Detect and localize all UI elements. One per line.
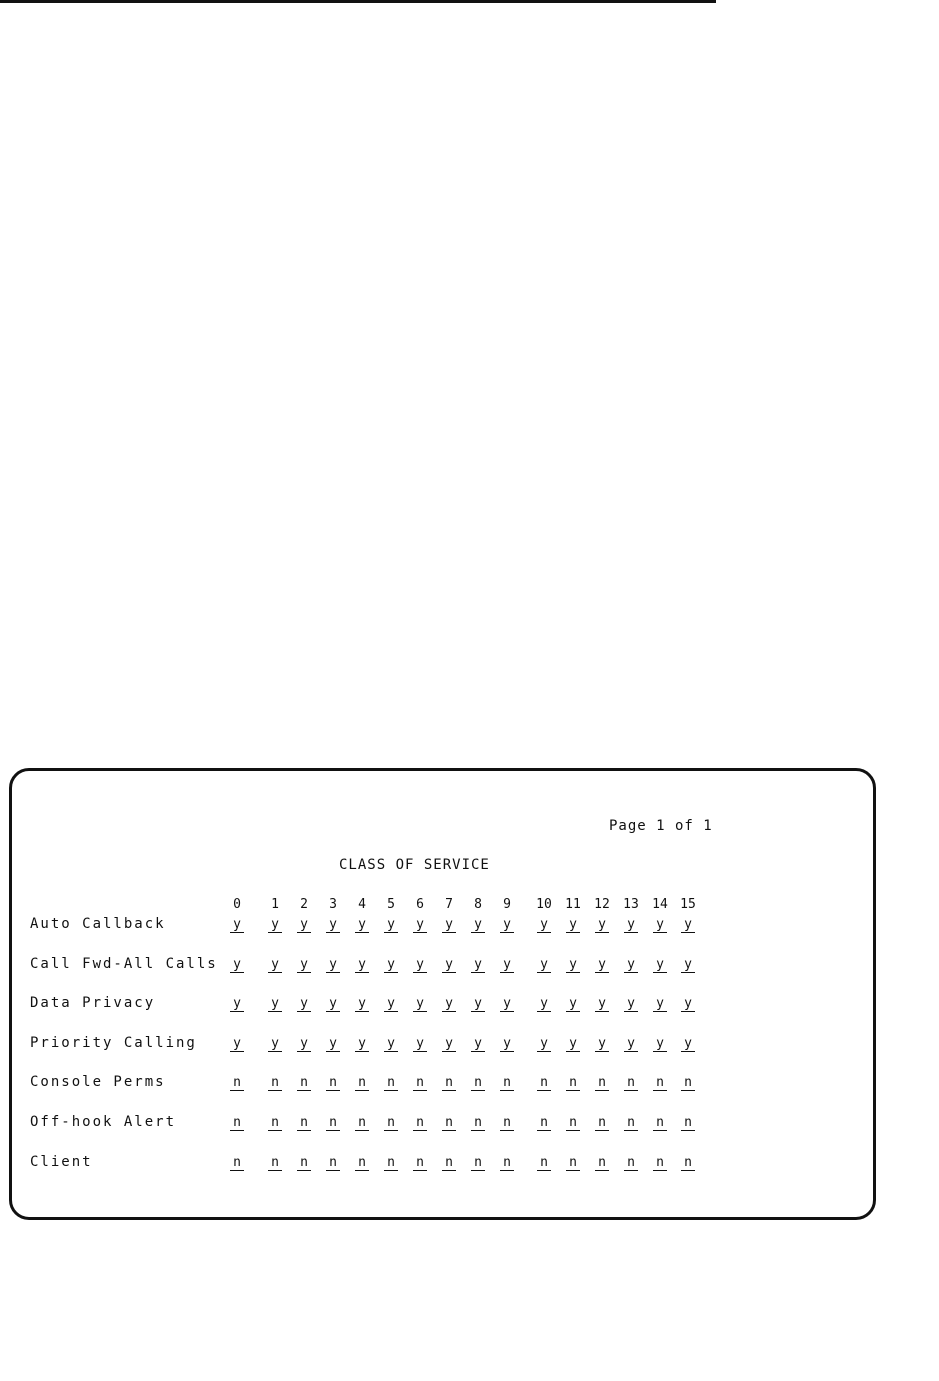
cos-field[interactable]: n [653, 1115, 667, 1131]
cos-field[interactable]: y [442, 917, 456, 933]
cos-field[interactable]: y [355, 1036, 369, 1052]
cos-field[interactable]: y [384, 957, 398, 973]
column-header-13: 13 [623, 897, 639, 912]
column-header-0: 0 [233, 897, 241, 912]
cos-field[interactable]: n [442, 1075, 456, 1091]
cos-field[interactable]: y [500, 1036, 514, 1052]
column-header-4: 4 [358, 897, 366, 912]
cos-field[interactable]: y [500, 917, 514, 933]
cos-field[interactable]: y [326, 1036, 340, 1052]
cos-field[interactable]: n [355, 1155, 369, 1171]
cos-field[interactable]: n [355, 1075, 369, 1091]
cos-field[interactable]: n [595, 1115, 609, 1131]
cos-field[interactable]: y [595, 917, 609, 933]
cos-field[interactable]: y [681, 996, 695, 1012]
cos-field[interactable]: n [268, 1115, 282, 1131]
cos-field[interactable]: n [566, 1115, 580, 1131]
cos-field[interactable]: y [537, 917, 551, 933]
cos-field[interactable]: y [595, 1036, 609, 1052]
cos-field[interactable]: n [653, 1075, 667, 1091]
cos-field[interactable]: y [624, 957, 638, 973]
cos-field[interactable]: y [500, 996, 514, 1012]
cos-field[interactable]: y [442, 996, 456, 1012]
cos-field[interactable]: n [681, 1115, 695, 1131]
cos-field[interactable]: y [566, 996, 580, 1012]
row-label: Console Perms [30, 1074, 166, 1090]
cos-field[interactable]: n [326, 1115, 340, 1131]
cos-field[interactable]: y [297, 917, 311, 933]
cos-field[interactable]: y [413, 917, 427, 933]
cos-field[interactable]: n [413, 1155, 427, 1171]
column-header-5: 5 [387, 897, 395, 912]
cos-field[interactable]: y [681, 957, 695, 973]
cos-field[interactable]: n [384, 1115, 398, 1131]
cos-field[interactable]: y [566, 1036, 580, 1052]
cos-field[interactable]: n [595, 1075, 609, 1091]
cos-field[interactable]: y [624, 917, 638, 933]
cos-field[interactable]: y [653, 1036, 667, 1052]
cos-field[interactable]: n [384, 1075, 398, 1091]
cos-field[interactable]: n [230, 1155, 244, 1171]
cos-field[interactable]: y [413, 957, 427, 973]
cos-field[interactable]: n [681, 1155, 695, 1171]
cos-field[interactable]: n [537, 1115, 551, 1131]
cos-field[interactable]: n [297, 1075, 311, 1091]
page-indicator: Page 1 of 1 [609, 818, 713, 834]
cos-field[interactable]: y [326, 957, 340, 973]
cos-field[interactable]: y [384, 917, 398, 933]
cos-field[interactable]: y [230, 996, 244, 1012]
cos-field[interactable]: n [500, 1115, 514, 1131]
cos-field[interactable]: y [230, 1036, 244, 1052]
cos-field[interactable]: y [268, 917, 282, 933]
cos-field[interactable]: y [268, 1036, 282, 1052]
row-label: Auto Callback [30, 916, 166, 932]
form-title: CLASS OF SERVICE [339, 857, 490, 873]
cos-field[interactable]: y [595, 996, 609, 1012]
cos-field[interactable]: n [653, 1155, 667, 1171]
cos-field[interactable]: n [566, 1155, 580, 1171]
cos-field[interactable]: y [471, 1036, 485, 1052]
cos-field[interactable]: y [471, 957, 485, 973]
cos-field[interactable]: y [326, 917, 340, 933]
cos-field[interactable]: y [413, 996, 427, 1012]
cos-field[interactable]: n [442, 1155, 456, 1171]
cos-field[interactable]: n [442, 1115, 456, 1131]
row-label: Off-hook Alert [30, 1114, 177, 1130]
row-label: Priority Calling [30, 1035, 197, 1051]
column-header-8: 8 [474, 897, 482, 912]
cos-field[interactable]: n [326, 1075, 340, 1091]
cos-field[interactable]: y [471, 917, 485, 933]
cos-field[interactable]: y [653, 957, 667, 973]
cos-field[interactable]: n [230, 1075, 244, 1091]
cos-field[interactable]: y [681, 917, 695, 933]
cos-field[interactable]: y [384, 1036, 398, 1052]
cos-field[interactable]: y [442, 1036, 456, 1052]
cos-field[interactable]: y [566, 957, 580, 973]
cos-field[interactable]: n [268, 1075, 282, 1091]
cos-field[interactable]: n [537, 1075, 551, 1091]
cos-field[interactable]: y [537, 1036, 551, 1052]
cos-field[interactable]: n [355, 1115, 369, 1131]
cos-field[interactable]: y [355, 996, 369, 1012]
cos-field[interactable]: y [595, 957, 609, 973]
cos-field[interactable]: y [624, 1036, 638, 1052]
row-label: Client [30, 1154, 93, 1170]
column-header-3: 3 [329, 897, 337, 912]
cos-field[interactable]: n [471, 1075, 485, 1091]
cos-field[interactable]: y [297, 996, 311, 1012]
top-rule [0, 0, 716, 3]
cos-field[interactable]: y [624, 996, 638, 1012]
cos-field[interactable]: y [326, 996, 340, 1012]
cos-field[interactable]: n [500, 1075, 514, 1091]
column-header-2: 2 [300, 897, 308, 912]
column-header-7: 7 [445, 897, 453, 912]
cos-field[interactable]: y [355, 917, 369, 933]
cos-field[interactable]: y [681, 1036, 695, 1052]
column-header-9: 9 [503, 897, 511, 912]
column-header-1: 1 [271, 897, 279, 912]
cos-field[interactable]: n [413, 1115, 427, 1131]
cos-field[interactable]: n [384, 1155, 398, 1171]
cos-field[interactable]: n [595, 1155, 609, 1171]
cos-field[interactable]: n [413, 1075, 427, 1091]
cos-field[interactable]: y [653, 996, 667, 1012]
cos-field[interactable]: y [471, 996, 485, 1012]
cos-field[interactable]: n [681, 1075, 695, 1091]
cos-field[interactable]: n [624, 1115, 638, 1131]
column-header-11: 11 [565, 897, 581, 912]
cos-field[interactable]: n [624, 1155, 638, 1171]
cos-field[interactable]: y [268, 996, 282, 1012]
row-label: Call Fwd-All Calls [30, 956, 218, 972]
cos-field[interactable]: y [268, 957, 282, 973]
cos-field[interactable]: n [326, 1155, 340, 1171]
column-header-15: 15 [680, 897, 696, 912]
cos-field[interactable]: y [230, 917, 244, 933]
cos-field[interactable]: y [537, 996, 551, 1012]
column-header-6: 6 [416, 897, 424, 912]
cos-field[interactable]: y [230, 957, 244, 973]
cos-field[interactable]: n [566, 1075, 580, 1091]
cos-field[interactable]: n [230, 1115, 244, 1131]
row-label: Data Privacy [30, 995, 156, 1011]
cos-field[interactable]: n [537, 1155, 551, 1171]
cos-field[interactable]: y [297, 1036, 311, 1052]
cos-field[interactable]: y [500, 957, 514, 973]
cos-field[interactable]: y [413, 1036, 427, 1052]
cos-field[interactable]: y [297, 957, 311, 973]
cos-field[interactable]: y [384, 996, 398, 1012]
cos-field[interactable]: n [268, 1155, 282, 1171]
cos-field[interactable]: y [566, 917, 580, 933]
cos-field[interactable]: n [500, 1155, 514, 1171]
cos-field[interactable]: n [471, 1115, 485, 1131]
column-header-12: 12 [594, 897, 610, 912]
terminal-screen [9, 768, 876, 1220]
cos-field[interactable]: n [297, 1155, 311, 1171]
cos-field[interactable]: n [297, 1115, 311, 1131]
cos-field[interactable]: y [653, 917, 667, 933]
cos-field[interactable]: n [624, 1075, 638, 1091]
column-header-14: 14 [652, 897, 668, 912]
cos-field[interactable]: n [471, 1155, 485, 1171]
cos-field[interactable]: y [537, 957, 551, 973]
cos-field[interactable]: y [442, 957, 456, 973]
column-header-10: 10 [536, 897, 552, 912]
cos-field[interactable]: y [355, 957, 369, 973]
